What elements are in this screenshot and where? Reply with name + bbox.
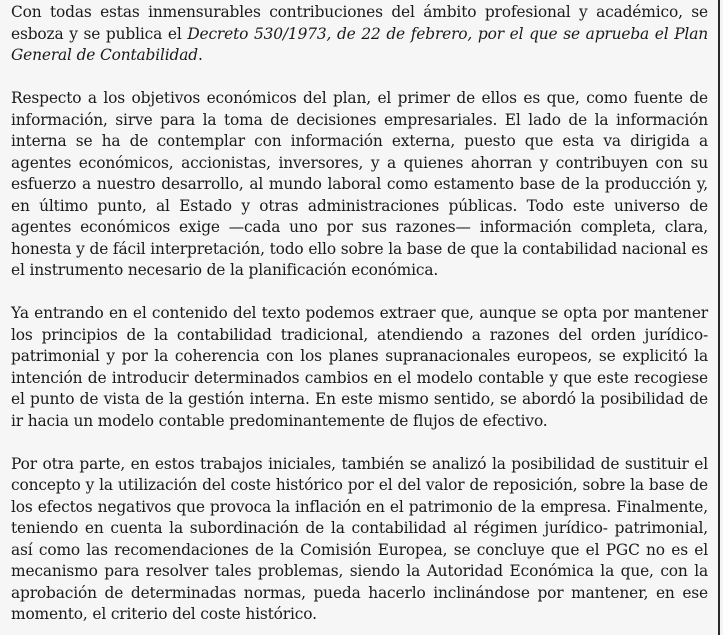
paragraph-4: Por otra parte, en estos trabajos iniciales, también se analizó la posibilidad de sustituir el concepto y la utilización del coste histórico por el del valor de reposición, sobre la base de los efectos negativos que provoca la inflación en el patrimonio de la empresa. Finalmente, teniendo en cuenta la subordinación de la contabilidad al régimen jurídico- patrimonial, así como las recomendaciones de la Comisión Europea, se concluye que el PGC no es el mecanismo para resolver tales problemas, siendo la Autoridad Económica la que, con la aprobación de determinadas normas, pueda hacerlo inclinándose por mantener, en ese momento, el criterio del coste histórico.: [11, 454, 708, 623]
paragraph-1-text: Con todas estas inmensurables contribuciones del ámbito profesional y académico, se esboza y se publica el: [11, 3, 708, 43]
paragraph-1: [11, 2, 708, 67]
paragraph-2: Respecto a los objetivos económicos del plan, el primer de ellos es que, como fuente de información, sirve para la toma de decisiones empresariales. El lado de la información interna se ha de contemplar con información externa, puesto que esta va dirigida a agentes económicos, accionistas, inversores, y a quienes ahorran y contribuyen con su esfuerzo a nuestro desarrollo, al mundo laboral como estamento base de la producción y, en último punto, al Estado y otras administraciones públicas. Todo este universo de agentes económicos exige —cada uno por sus razones— información completa, clara, honesta y de fácil interpretación, todo ello sobre la base de que la contabilidad nacional es el instrumento necesario de la planificación económica.: [11, 89, 708, 279]
paragraph-1-end: .: [198, 46, 203, 64]
decree-title: Decreto 530/1973, de 22 de febrero, por el que se aprueba el Plan General de Contabilidad: [11, 24, 708, 64]
document-body: [11, 2, 708, 626]
paragraph-3: Ya entrando en el contenido del texto podemos extraer que, aunque se opta por mantener los principios de la contabilidad tradicional, atendiendo a razones del orden jurídico-patrimonial y por la coherencia con los planes supranacionales europeos, se explicitó la intención de introducir determinados cambios en el modelo contable y que este recogiese el punto de vista de la gestión interna. En este mismo sentido, se abordó la posibilidad de ir hacia un modelo contable predominantemente de flujos de efectivo.: [11, 304, 708, 430]
